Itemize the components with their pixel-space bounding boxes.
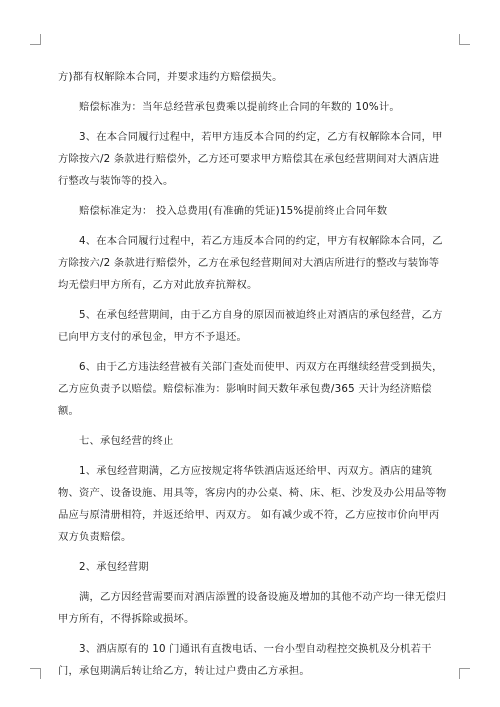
paragraph-11: 满，乙方因经营需要而对酒店添置的设备设施及增加的其他不动产均一律无偿归甲方所有，不得拆除或损坏。	[58, 591, 447, 625]
paragraph-5: 4、在本合同履行过程中，若乙方违反本合同的约定，甲方有权解除本合同，乙方除按六/2 条款进行赔偿外，乙方在承包经营期间对大酒店所进行的整改与装饰等均无偿归甲方所有，乙方对此放弃抗辩权。	[58, 235, 443, 291]
crop-mark-top-right	[459, 34, 470, 45]
paragraph-9: 1、承包经营期满，乙方应按规定将华铁酒店返还给甲、丙双方。酒店的建筑物、资产、设备设施、用具等，客房内的办公桌、椅、床、柜、沙发及办公用品等物品应与原清册相符，并返还给甲、丙双方。 如有减少或不符，乙方应按市价向甲丙双方负责赔偿。	[58, 465, 447, 543]
crop-mark-top-left	[30, 34, 41, 45]
section-heading: 七、承包经营的终止	[58, 435, 174, 447]
crop-mark-bottom-right	[459, 668, 470, 679]
paragraph-6: 5、在承包经营期间，由于乙方自身的原因而被迫终止对酒店的承包经营，乙方已向甲方支付的承包金，甲方不予退还。	[58, 309, 443, 343]
paragraph-4: 赔偿标准定为： 投入总费用(有准确的凭证)15%提前终止合同年数	[58, 205, 388, 217]
paragraph-12: 3、酒店原有的 10 门通讯有直拨电话、一台小型自动程控交换机及分机若干门，承包期满后转让给乙方，转让过户费由乙方承担。	[58, 643, 432, 677]
crop-mark-bottom-left	[30, 668, 41, 679]
paragraph-1: 方)都有权解除本合同，并要求违约方赔偿损失。	[58, 71, 283, 83]
paragraph-2: 赔偿标准为：当年总经营承包费乘以提前终止合同的年数的 10%计。	[58, 101, 400, 113]
paragraph-7: 6、由于乙方违法经营被有关部门查处而使甲、丙双方在再继续经营受到损失，乙方应负责予以赔偿。赔偿标准为：影响时间天数年承包费/365 天计为经济赔偿额。	[58, 361, 443, 417]
document-body	[58, 66, 448, 682]
paragraph-3: 3、在本合同履行过程中，若甲方违反本合同的约定，乙方有权解除本合同，甲方除按六/2 条款进行赔偿外，乙方还可要求甲方赔偿其在承包经营期间对大酒店进行整改与装饰等的投入。	[58, 131, 443, 187]
paragraph-10: 2、承包经营期	[58, 561, 149, 573]
